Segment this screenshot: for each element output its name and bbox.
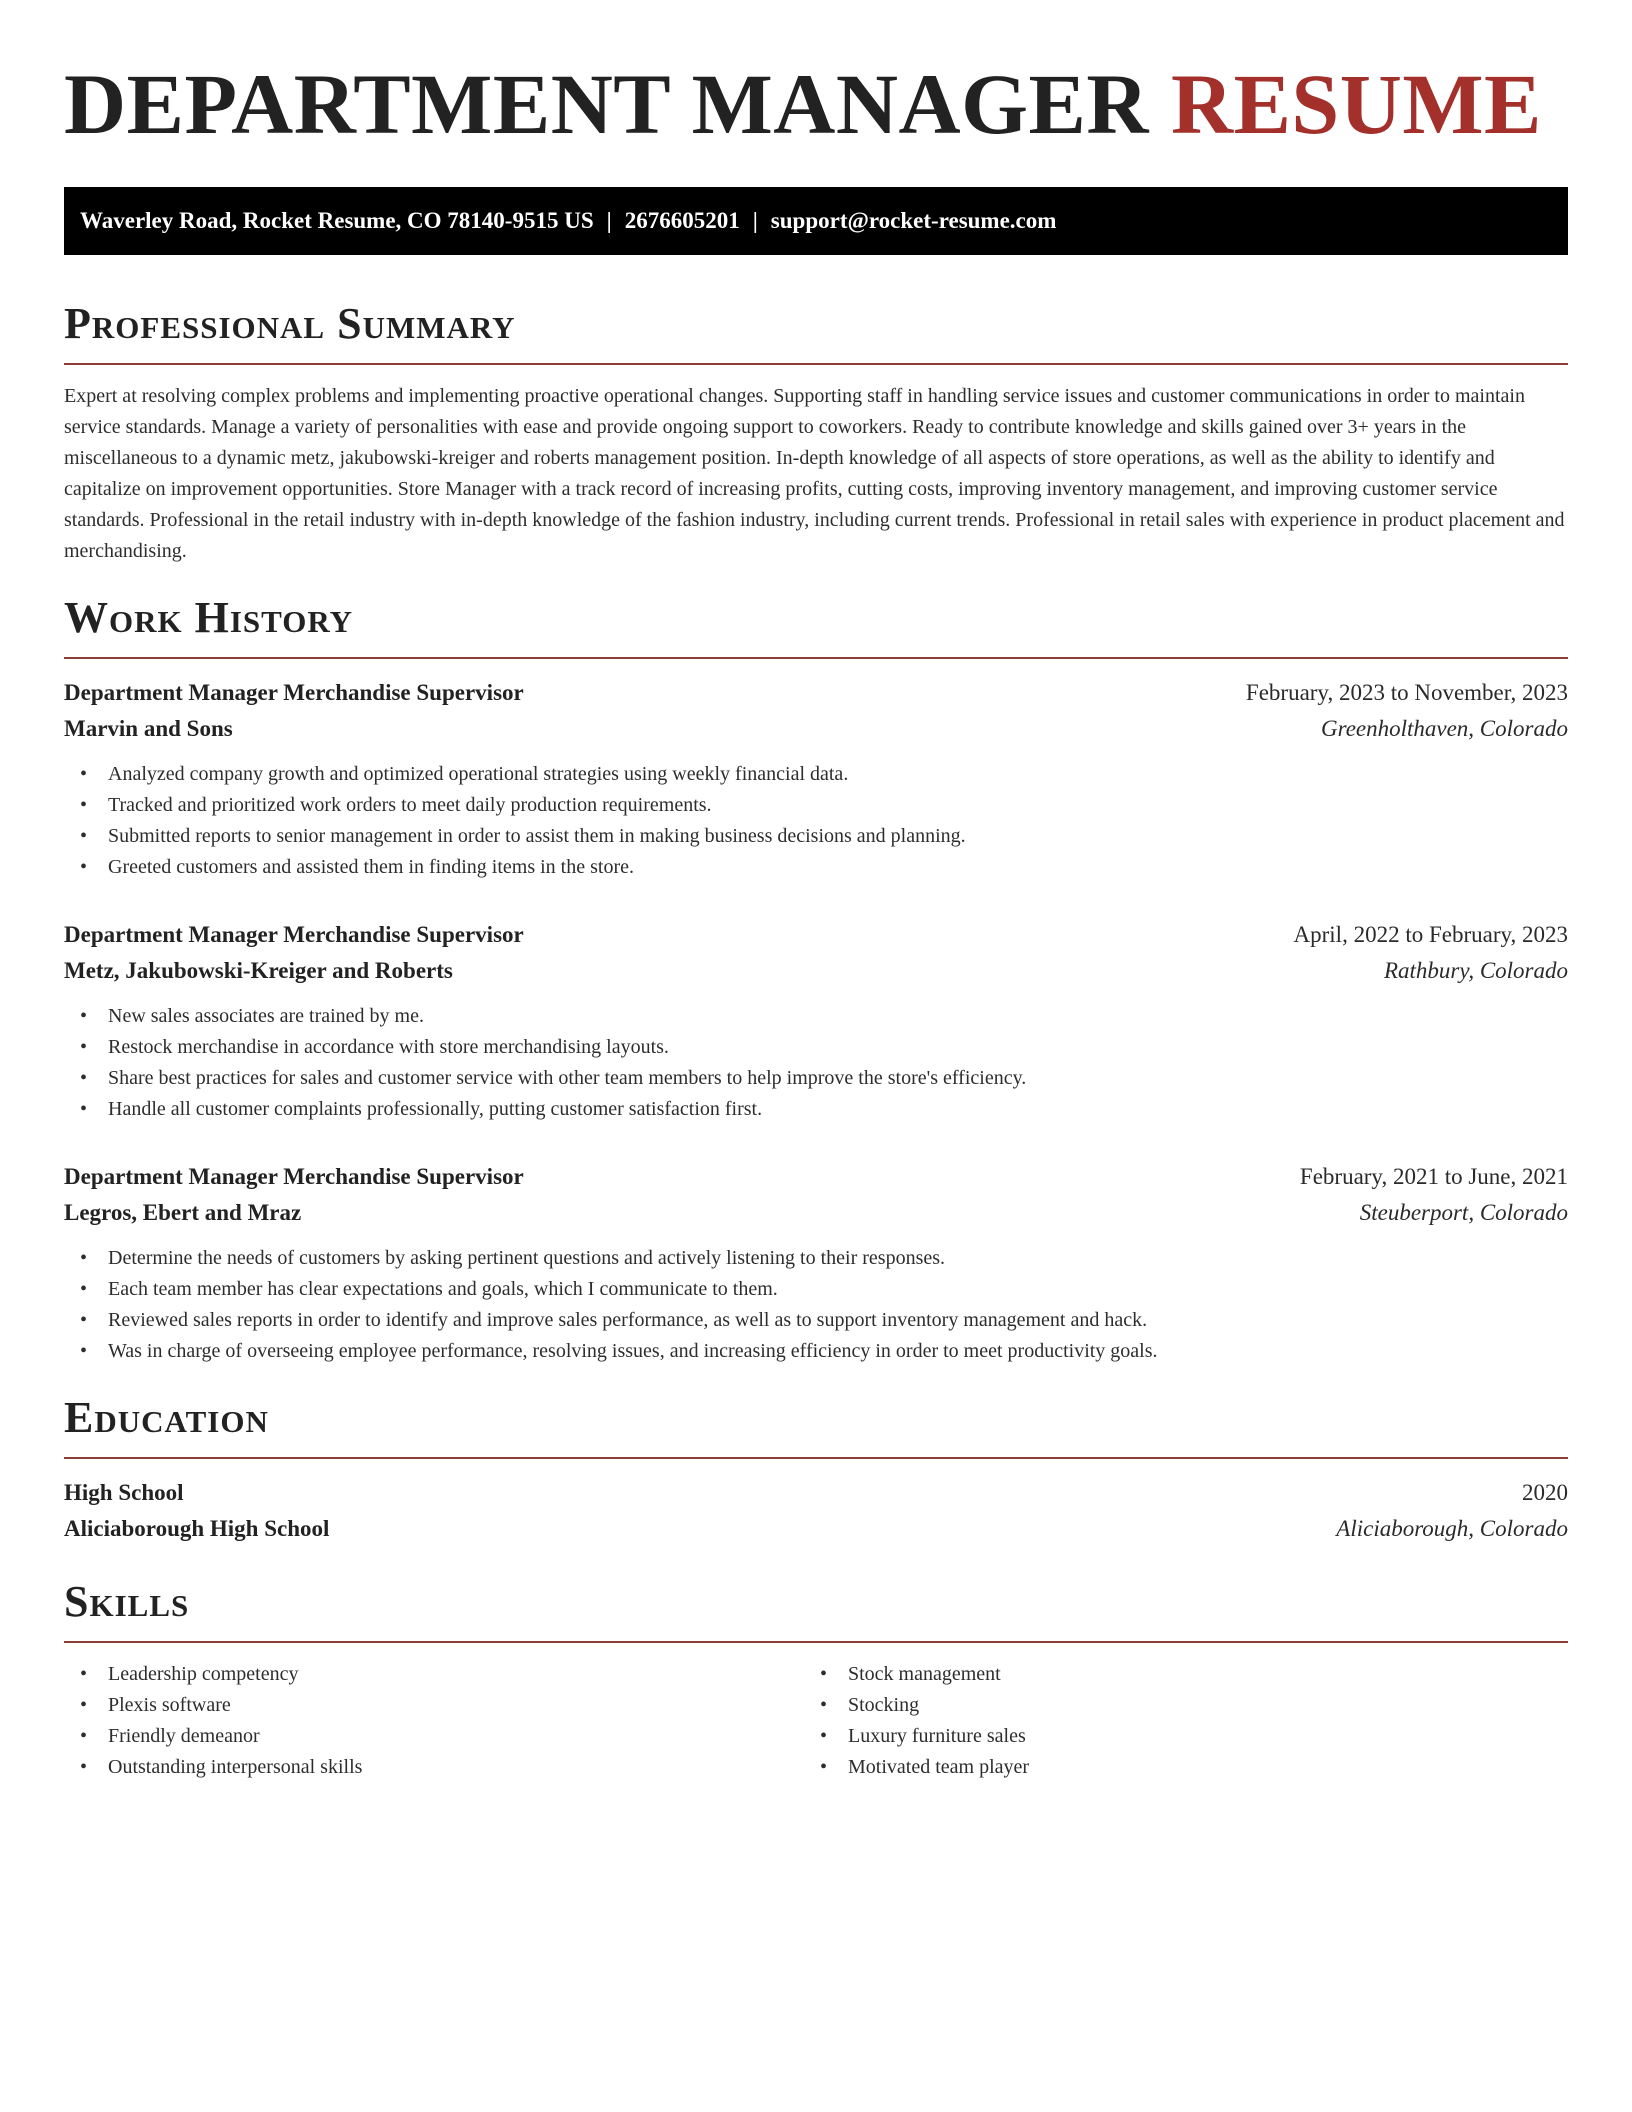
list-item: • Handle all customer complaints professionally, putting customer satisfaction first.	[64, 1094, 1568, 1125]
job-location: Greenholthaven, Colorado	[1320, 716, 1568, 741]
skill-item: • Luxury furniture sales	[804, 1721, 1544, 1752]
job-bullets	[64, 1243, 1568, 1367]
section-divider	[64, 363, 1568, 365]
section-divider	[64, 1457, 1568, 1459]
title-main: DEPARTMENT MANAGER	[64, 56, 1149, 152]
education-header-row	[64, 1475, 1568, 1511]
job-entry	[64, 917, 1568, 1125]
education-degree: High School	[64, 1480, 184, 1505]
list-item: • New sales associates are trained by me.	[64, 1001, 1568, 1032]
skill-item: • Stocking	[804, 1690, 1544, 1721]
skills-list	[64, 1659, 804, 1783]
skills-grid	[64, 1659, 1568, 1783]
work-history-section	[64, 593, 1568, 1367]
job-header-row	[64, 1159, 1568, 1195]
contact-phone: 2676605201	[624, 208, 740, 233]
skills-heading: Skills	[64, 1577, 190, 1626]
job-company-row	[64, 711, 1568, 747]
education-heading: Education	[64, 1393, 269, 1442]
job-dates: April, 2022 to February, 2023	[1293, 922, 1568, 947]
job-company: Metz, Jakubowski-Kreiger and Roberts	[64, 958, 453, 983]
contact-email: support@rocket-resume.com	[770, 208, 1057, 233]
education-school-row	[64, 1511, 1568, 1547]
list-item: • Restock merchandise in accordance with store merchandising layouts.	[64, 1032, 1568, 1063]
list-item: • Each team member has clear expectations and goals, which I communicate to them.	[64, 1274, 1568, 1305]
skills-column-left	[64, 1659, 804, 1783]
skill-item: • Motivated team player	[804, 1752, 1544, 1783]
summary-section	[64, 299, 1568, 567]
job-company-row	[64, 953, 1568, 989]
job-company-row	[64, 1195, 1568, 1231]
education-entry	[64, 1475, 1568, 1547]
education-school: Aliciaborough High School	[64, 1516, 330, 1541]
job-company: Legros, Ebert and Mraz	[64, 1200, 302, 1225]
job-bullets	[64, 759, 1568, 883]
job-entry	[64, 1159, 1568, 1367]
skill-item: • Plexis software	[64, 1690, 804, 1721]
job-header-row	[64, 917, 1568, 953]
contact-address: Waverley Road, Rocket Resume, CO 78140-9515 US	[80, 208, 594, 233]
skill-item: • Friendly demeanor	[64, 1721, 804, 1752]
list-item: • Analyzed company growth and optimized operational strategies using weekly financial data.	[64, 759, 1568, 790]
skill-item: • Outstanding interpersonal skills	[64, 1752, 804, 1783]
job-dates: February, 2021 to June, 2021	[1299, 1164, 1568, 1189]
job-title: Department Manager Merchandise Supervisor	[64, 680, 524, 705]
education-location: Aliciaborough, Colorado	[1336, 1516, 1568, 1541]
job-bullets	[64, 1001, 1568, 1125]
section-divider	[64, 657, 1568, 659]
job-header-row	[64, 675, 1568, 711]
summary-heading: Professional Summary	[64, 299, 516, 348]
list-item: • Submitted reports to senior management in order to assist them in making business decisions and planning.	[64, 821, 1568, 852]
contact-separator: |	[752, 208, 758, 233]
job-entry	[64, 675, 1568, 883]
contact-bar	[64, 187, 1568, 255]
skill-item: • Leadership competency	[64, 1659, 804, 1690]
education-section	[64, 1393, 1568, 1547]
job-company: Marvin and Sons	[64, 716, 233, 741]
section-divider	[64, 1641, 1568, 1643]
skills-section	[64, 1577, 1568, 1783]
list-item: • Tracked and prioritized work orders to meet daily production requirements.	[64, 790, 1568, 821]
list-item: • Reviewed sales reports in order to identify and improve sales performance, as well as to support inventory management and hack.	[64, 1305, 1568, 1336]
education-year: 2020	[1522, 1480, 1568, 1505]
job-location: Rathbury, Colorado	[1383, 958, 1568, 983]
contact-separator: |	[606, 208, 612, 233]
list-item: • Share best practices for sales and customer service with other team members to help improve the store's efficiency.	[64, 1063, 1568, 1094]
job-location: Steuberport, Colorado	[1359, 1200, 1568, 1225]
title-accent: RESUME	[1170, 56, 1542, 152]
work-history-heading: Work History	[64, 593, 354, 642]
job-title: Department Manager Merchandise Supervisor	[64, 1164, 524, 1189]
job-dates: February, 2023 to November, 2023	[1245, 680, 1568, 705]
list-item: • Was in charge of overseeing employee performance, resolving issues, and increasing efficiency in order to meet productivity goals.	[64, 1336, 1568, 1367]
job-title: Department Manager Merchandise Supervisor	[64, 922, 524, 947]
summary-text: Expert at resolving complex problems and implementing proactive operational changes. Supporting staff in handling service issues and customer communications in order to maintain service standards. Manage a variety of personalities with ease and provide ongoing support to coworkers. Ready to contribute knowledge and skills gained over 3+ years in the miscellaneous to a dynamic metz, jakubowski-kreiger and roberts management position. In-depth knowledge of all aspects of store operations, as well as the ability to identify and capitalize on improvement opportunities. Store Manager with a track record of increasing profits, cutting costs, improving inventory management, and improving customer service standards. Professional in the retail industry with in-depth knowledge of the fashion industry, including current trends. Professional in retail sales with experience in product placement and merchandising.	[64, 385, 1565, 562]
list-item: • Determine the needs of customers by asking pertinent questions and actively listening to their responses.	[64, 1243, 1568, 1274]
skill-item: • Stock management	[804, 1659, 1544, 1690]
skills-column-right	[804, 1659, 1544, 1783]
resume-title	[64, 56, 1568, 152]
list-item: • Greeted customers and assisted them in finding items in the store.	[64, 852, 1568, 883]
skills-list	[804, 1659, 1544, 1783]
